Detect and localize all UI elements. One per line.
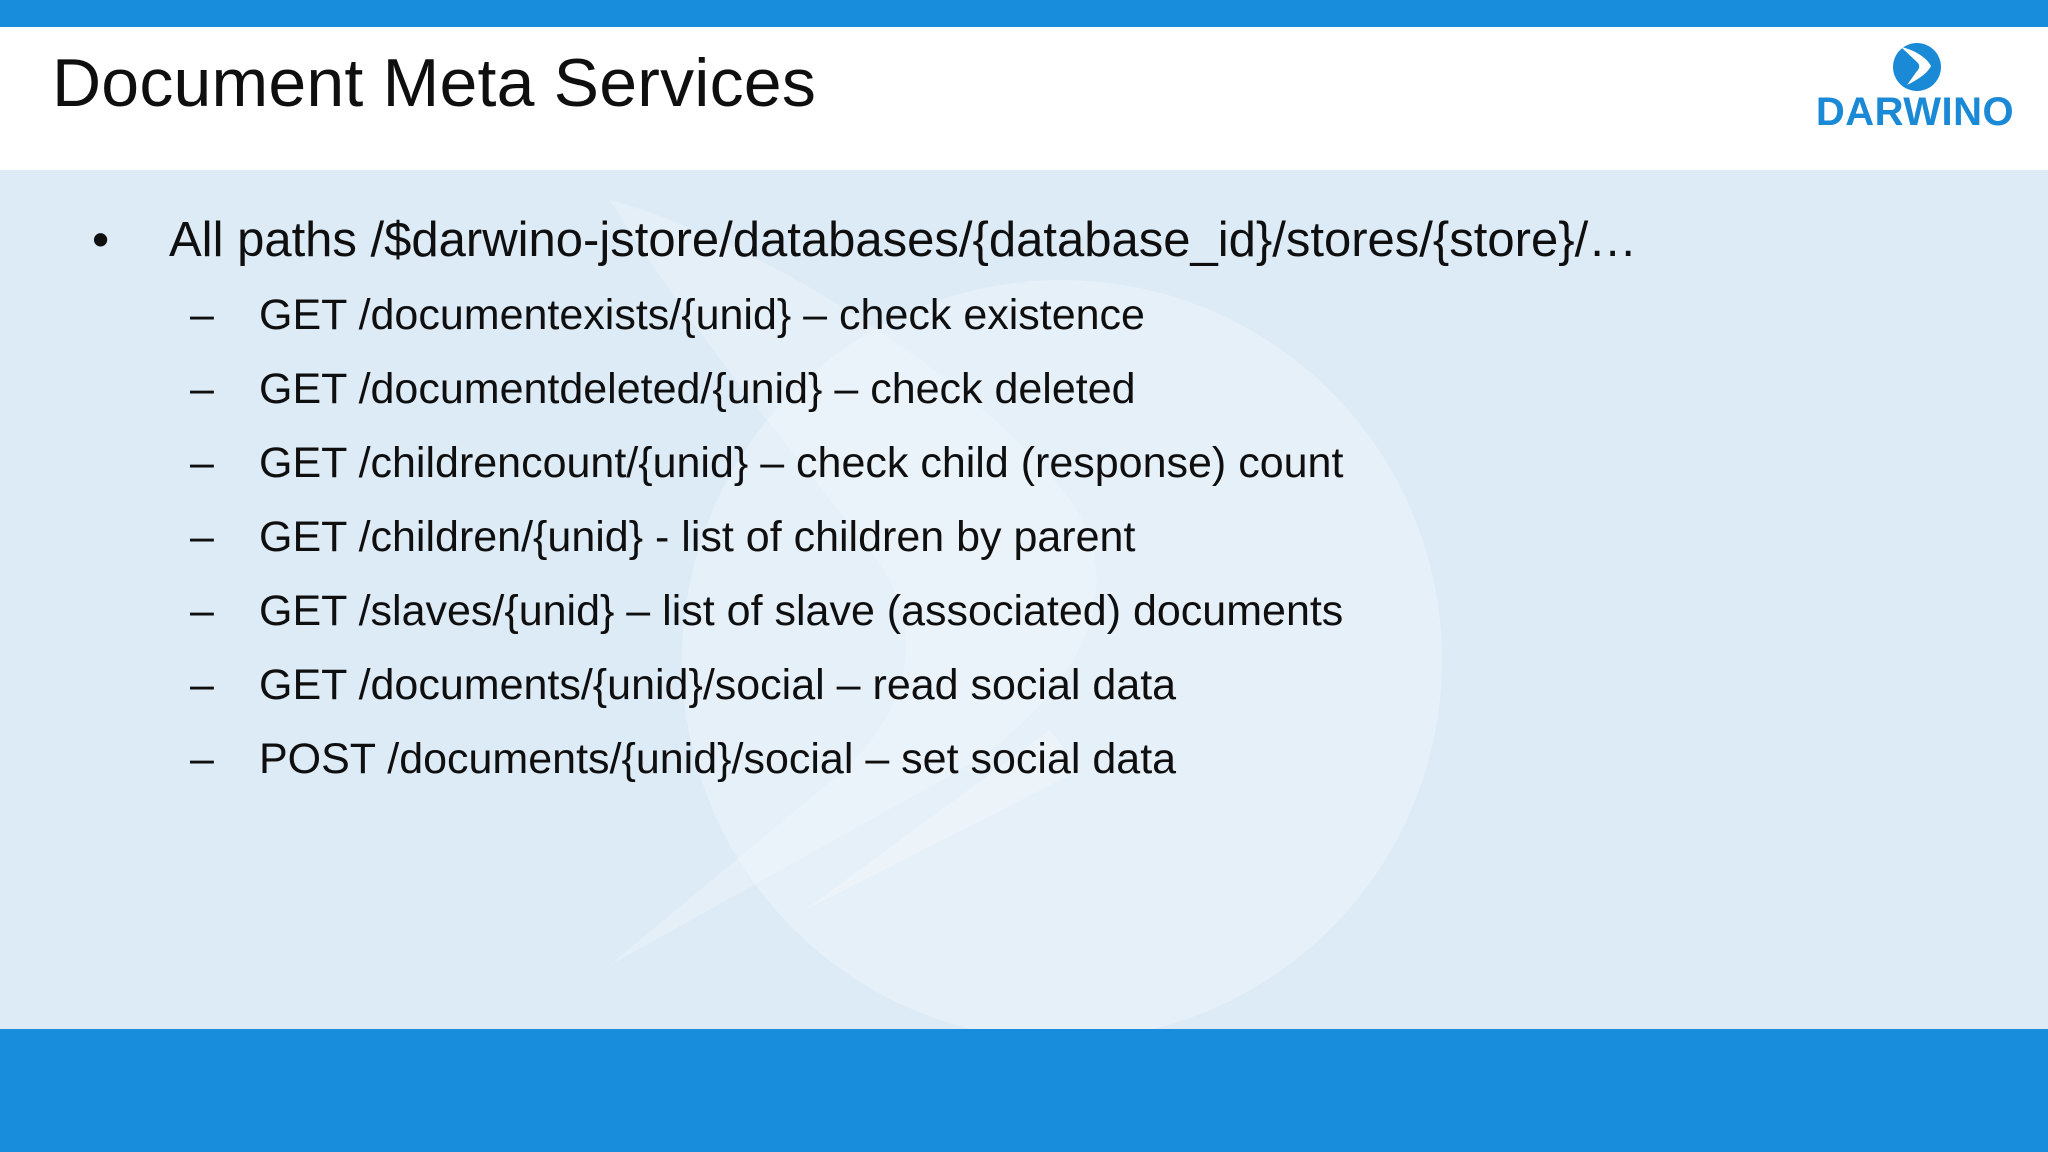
- sub-bullet-text: GET /documentdeleted/{unid} – check deleted: [259, 365, 1136, 413]
- sub-bullet-text: GET /children/{unid} - list of children by parent: [259, 513, 1136, 561]
- sub-bullet-marker: –: [190, 735, 214, 783]
- sub-bullet-text: GET /documents/{unid}/social – read social data: [259, 661, 1177, 709]
- slide-title: Document Meta Services: [52, 45, 817, 121]
- bullet-text: All paths /$darwino-jstore/databases/{database_id}/stores/{store}/…: [169, 213, 1638, 267]
- sub-bullet-text: GET /slaves/{unid} – list of slave (associated) documents: [259, 587, 1344, 635]
- top-accent-bar: [0, 0, 2048, 27]
- darwino-logo: [1815, 38, 2015, 138]
- sub-bullet-marker: –: [190, 439, 214, 487]
- sub-bullet-text: GET /documentexists/{unid} – check existence: [259, 291, 1145, 339]
- sub-bullet-marker: –: [190, 513, 214, 561]
- sub-bullet-marker: –: [190, 587, 214, 635]
- sub-bullet-text: POST /documents/{unid}/social – set social data: [259, 735, 1177, 783]
- sub-bullet-text: GET /childrencount/{unid} – check child (response) count: [259, 439, 1344, 487]
- bullet-marker: •: [92, 213, 110, 267]
- logo-wordmark: DARWINO: [1815, 90, 2015, 134]
- sub-bullet-marker: –: [190, 365, 214, 413]
- darwino-logo-icon: [1887, 38, 1945, 94]
- sub-bullet-marker: –: [190, 291, 214, 339]
- sub-bullet-marker: –: [190, 661, 214, 709]
- bottom-accent-bar: [0, 1029, 2048, 1152]
